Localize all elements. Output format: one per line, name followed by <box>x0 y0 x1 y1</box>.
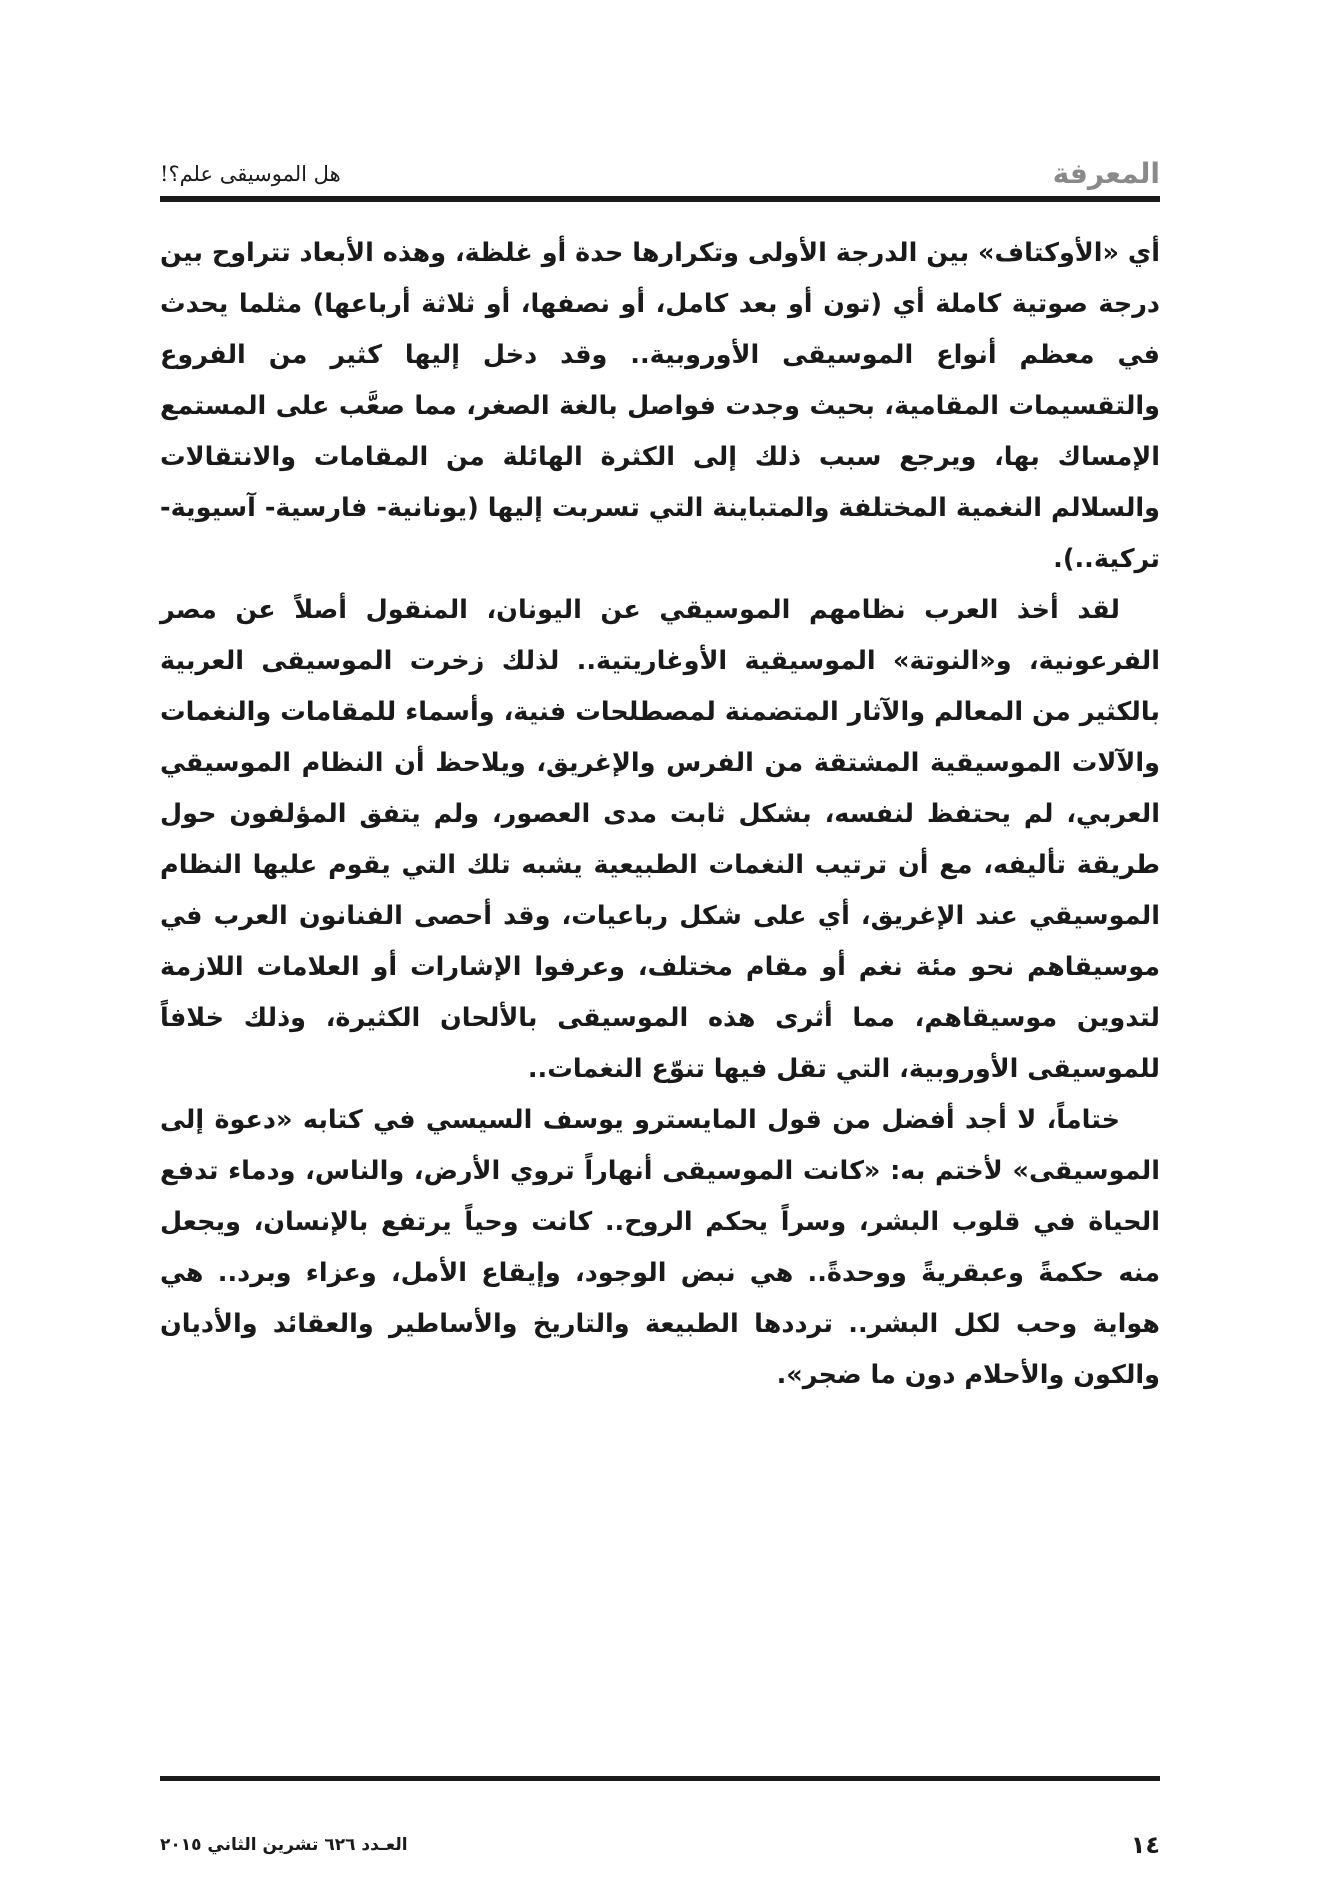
magazine-logo: المعرفة <box>1052 157 1160 190</box>
paragraph-3: ختاماً، لا أجد أفضل من قول المايسترو يوسف السيسي في كتابه «دعوة إلى الموسيقى» لأختم به: «كانت الموسيقى أنهاراً تروي الأرض، والناس، ودماء تدفع الحياة في قلوب البشر، وسراً يحكم الروح.. كانت وحياً يرتفع بالإنسان، ويجعل منه حكمةً وعبقريةً ووحدةً.. هي نبض الوجود، وإيقاع الأمل، وعزاء وبرد.. هي هواية وحب لكل البشر.. ترددها الطبيعة والتاريخ والأساطير والعقائد والأديان والكون والأحلام دون ما ضجر». <box>160 1105 1160 1390</box>
page-number: ١٤ <box>1130 1831 1160 1859</box>
paragraph-2: لقد أخذ العرب نظامهم الموسيقي عن اليونان، المنقول أصلاً عن مصر الفرعونية، و«النوتة» الموسيقية الأوغاريتية.. لذلك زخرت الموسيقى العربية بالكثير من المعالم والآثار المتضمنة لمصطلحات فنية، وأسماء للمقامات والنغمات والآلات الموسيقية المشتقة من الفرس والإغريق، ويلاحظ أن النظام الموسيقي العربي، لم يحتفظ لنفسه، بشكل ثابت مدى العصور، ولم يتفق المؤلفون حول طريقة تأليفه، مع أن ترتيب النغمات الطبيعية يشبه تلك التي يقوم عليها النظام الموسيقي عند الإغريق، أي على شكل رباعيات، وقد أحصى الفنانون العرب في موسيقاهم نحو مئة نغم أو مقام مختلف، وعرفوا الإشارات أو العلامات اللازمة لتدوين موسيقاهم، مما أثرى هذه الموسيقى بالألحان الكثيرة، وذلك خلافاً للموسيقى الأوروبية، التي تقل فيها تنوّع النغمات.. <box>160 595 1160 1084</box>
header-rule <box>160 196 1160 202</box>
footer-rule <box>160 1776 1160 1781</box>
issue-info: العـدد ٦٢٦ تشرين الثاني ٢٠١٥ <box>160 1835 408 1855</box>
page-footer <box>160 1828 1160 1862</box>
page-header <box>160 155 1160 193</box>
article-body <box>160 228 1160 1401</box>
paragraph-1: أي «الأوكتاف» بين الدرجة الأولى وتكرارها حدة أو غلظة، وهذه الأبعاد تتراوح بين درجة صوتية كاملة أي (تون أو بعد كامل، أو نصفها، أو ثلاثة أرباعها) مثلما يحدث في معظم أنواع الموسيقى الأوروبية.. وقد دخل إليها كثير من الفروع والتقسيمات المقامية، بحيث وجدت فواصل بالغة الصغر، مما صعَّب على المستمع الإمساك بها، ويرجع سبب ذلك إلى الكثرة الهائلة من المقامات والانتقالات والسلالم النغمية المختلفة والمتباينة التي تسربت إليها (يونانية- فارسية- آسيوية- تركية..). <box>160 238 1160 574</box>
running-title: هل الموسيقى علم؟! <box>160 162 341 186</box>
